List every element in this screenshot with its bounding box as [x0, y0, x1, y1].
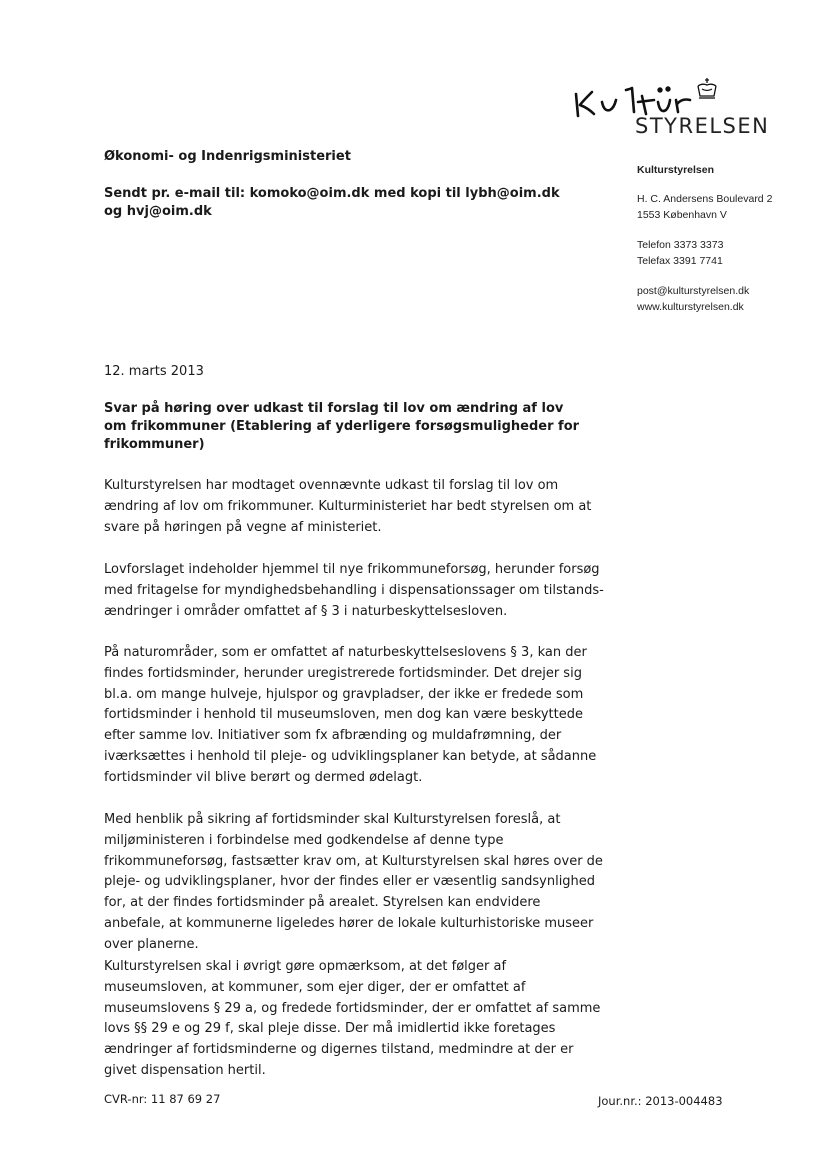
sender-info [637, 162, 817, 329]
sender-phone: Telefon 3373 3373 [637, 239, 724, 251]
letter-date: 12. marts 2013 [104, 364, 204, 379]
footer-journal-number: Jour.nr.: 2013-004483 [598, 1094, 723, 1108]
sender-address-line1: H. C. Andersens Boulevard 2 [637, 193, 773, 205]
letter-subject: Svar på høring over udkast til forslag til lov om ændring af lov om frikommuner (Etablering af yderligere forsøgsmuligheder for frikommuner) [104, 401, 580, 452]
body-paragraph: Kulturstyrelsen skal i øvrigt gøre opmærksom, at det følger af museumsloven, at kommuner, som ejer diger, der er omfattet af museumslovens § 29 a, og fredede fortidsminder, der er omfattet af samme lovs §§ 29 e og 29 f, skal pleje disse. Der må imidlertid ikke foretages ændringer af fortidsminderne og digernes tilstand, medmindre at der er givet dispensation hertil. [104, 959, 601, 1078]
crown-icon [694, 76, 720, 102]
sent-by-email-line: Sendt pr. e-mail til: komoko@oim.dk med kopi til lybh@oim.dk og hvj@oim.dk [104, 186, 560, 219]
body-paragraph: Med henblik på sikring af fortidsminder skal Kulturstyrelsen foreslå, at miljøministeren i forbindelse med godkendelse af denne type frikommuneforsøg, fastsætter krav om, at Kulturstyrelsen skal høres over de pleje- og udviklingsplaner, hvor der findes eller er væsentlig sandsynlighed for, at der findes fortidsminder på arealet. Styrelsen kan endvidere anbefale, at kommunerne ligeledes hører de lokale kulturhistoriske museer over planerne. [104, 812, 603, 952]
sender-contact-online [637, 283, 817, 315]
sender-contact-phone [637, 237, 817, 269]
body-paragraph: På naturområder, som er omfattet af naturbeskyttelseslovens § 3, kan der findes fortidsminder, herunder uregistrerede fortidsminder. Det drejer sig bl.a. om mange hulveje, hjulspor og gravpladser, der ikke er fredede som fortidsminder i henhold til museumsloven, men dog kan være beskyttede efter samme lov. Initiativer som fx afbrænding og muldafrømning, der iværksættes i henhold til pleje- og udviklingsplaner kan betyde, at sådanne fortidsminder vil blive berørt og dermed ødelagt. [104, 645, 597, 785]
footer-cvr: CVR-nr: 11 87 69 27 [104, 1092, 221, 1106]
logo-styrelsen-text: STYRELSEN [635, 114, 770, 138]
sender-address [637, 191, 817, 223]
sender-web: www.kulturstyrelsen.dk [637, 301, 744, 313]
sender-fax: Telefax 3391 7741 [637, 255, 723, 267]
body-paragraph: Kulturstyrelsen har modtaget ovennævnte udkast til forslag til lov om ændring af lov om frikommuner. Kulturministeriet har bedt styrelsen om at svare på høringen på vegne af ministeriet. [104, 478, 592, 535]
sender-org: Kulturstyrelsen [637, 164, 715, 176]
sender-address-line2: 1553 København V [637, 209, 727, 221]
sender-email: post@kulturstyrelsen.dk [637, 285, 750, 297]
recipient: Økonomi- og Indenrigsministeriet [104, 149, 351, 164]
body-paragraph: Lovforslaget indeholder hjemmel til nye frikommuneforsøg, herunder forsøg med fritagelse for myndighedsbehandling i dispensationssager om tilstands-ændringer i områder omfattet af § 3 i naturbeskyttelsesloven. [104, 562, 604, 619]
